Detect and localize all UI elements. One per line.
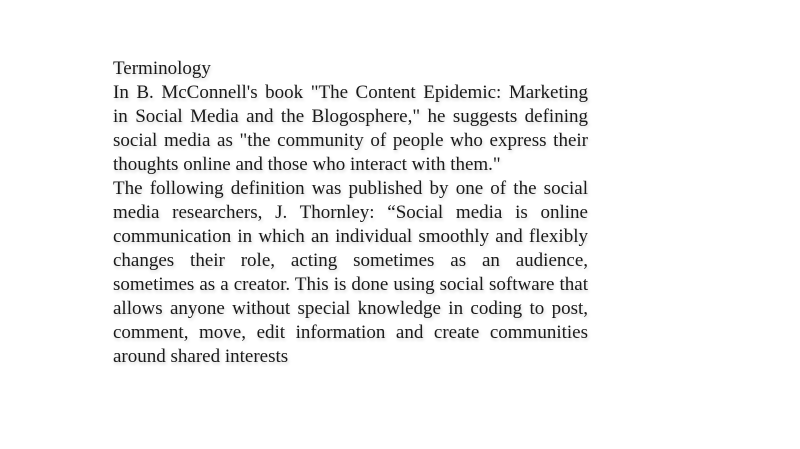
heading-terminology: Terminology: [113, 58, 211, 79]
paragraph-thornley: The following definition was published by one of the social media researchers, J. Thornley: “Social media is online communication in which an individual smoothly and flexibly changes their role, acting sometimes as an audience, sometimes as a creator. This is done using social software that allows anyone without special knowledge in coding to post, comment, move, edit information and create communities around shared interests: [113, 178, 588, 367]
text-block: [113, 57, 588, 369]
paragraph-mcconnell: In B. McConnell's book "The Content Epidemic: Marketing in Social Media and the Blogosphere," he suggests defining social media as "the community of people who express their thoughts online and those who interact with them.": [113, 82, 588, 175]
